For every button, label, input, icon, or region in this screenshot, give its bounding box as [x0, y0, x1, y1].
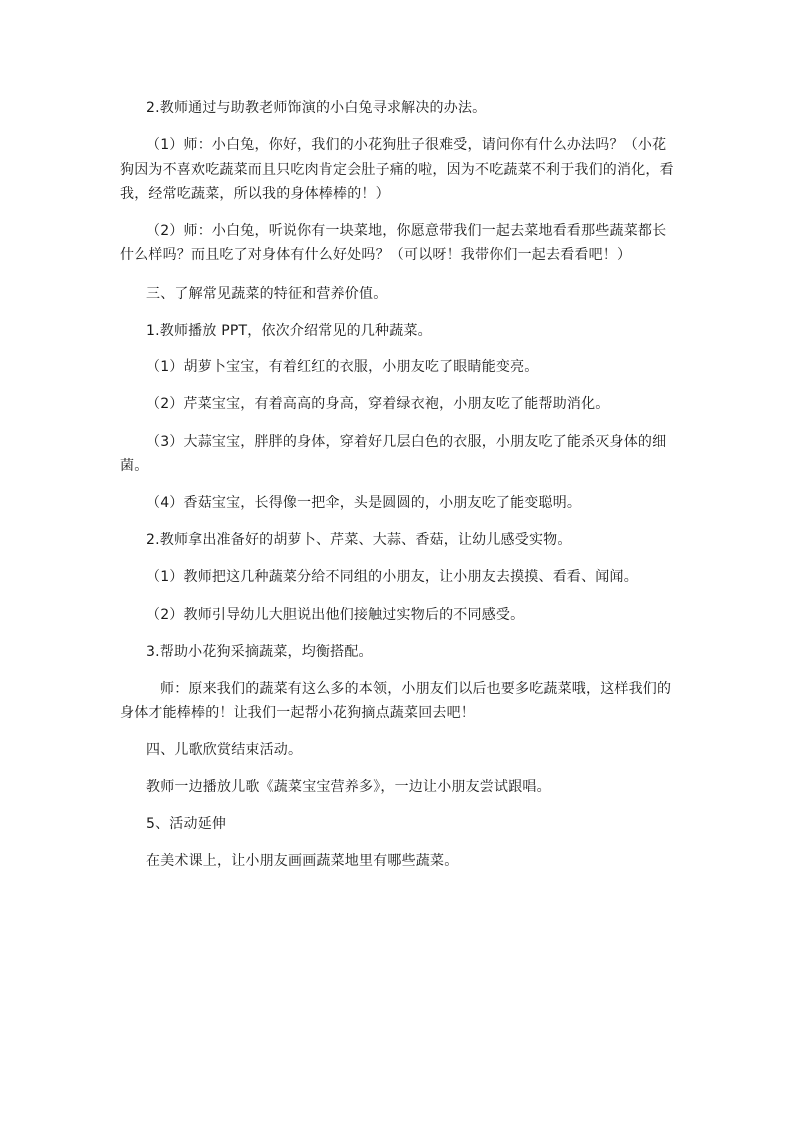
- paragraph-step-1-ppt: 1.教师播放 PPT，依次介绍常见的几种蔬菜。: [146, 323, 432, 339]
- paragraph-dialogue-2-line-1: （2）师：小白兔，听说你有一块菜地，你愿意带我们一起去菜地看看那些蔬菜都长: [146, 223, 667, 239]
- paragraph-dialogue-1-line-3: 我，经常吃蔬菜，所以我的身体棒棒的！）: [120, 186, 390, 202]
- list-item-express: （2）教师引导幼儿大胆说出他们接触过实物后的不同感受。: [146, 607, 525, 623]
- paragraph-teacher-line-1: 师：原来我们的蔬菜有这么多的本领，小朋友们以后也要多吃蔬菜哦，这样我们的: [160, 681, 672, 697]
- section-heading-4: 四、儿歌欣赏结束活动。: [146, 742, 303, 758]
- paragraph-dialogue-1-line-2: 狗因为不喜欢吃蔬菜而且只吃肉肯定会肚子痛的啦，因为不吃蔬菜不利于我们的消化，看: [120, 162, 674, 178]
- list-item-garlic-line-2: 菌。: [120, 458, 149, 474]
- paragraph-dialogue-2-line-2: 什么样吗？而且吃了对身体有什么好处吗？（可以呀！我带你们一起去看看吧！）: [120, 247, 632, 263]
- section-heading-5: 5、活动延伸: [146, 816, 227, 832]
- paragraph-dialogue-1-line-1: （1）师：小白兔，你好，我们的小花狗肚子很难受，请问你有什么办法吗？（小花: [146, 137, 667, 153]
- list-item-distribute: （1）教师把这几种蔬菜分给不同组的小朋友，让小朋友去摸摸、看看、闻闻。: [146, 569, 638, 585]
- paragraph-step-2: 2.教师通过与助教老师饰演的小白兔寻求解决的办法。: [146, 100, 487, 116]
- paragraph-step-3: 3.帮助小花狗采摘蔬菜，均衡搭配。: [146, 644, 373, 660]
- section-heading-3: 三、了解常见蔬菜的特征和营养价值。: [146, 286, 388, 302]
- list-item-garlic-line-1: （3）大蒜宝宝，胖胖的身体，穿着好几层白色的衣服，小朋友吃了能杀灭身体的细: [146, 434, 667, 450]
- list-item-carrot: （1）胡萝卜宝宝，有着红红的衣服，小朋友吃了眼睛能变亮。: [146, 359, 539, 375]
- list-item-mushroom: （4）香菇宝宝，长得像一把伞，头是圆圆的，小朋友吃了能变聪明。: [146, 495, 582, 511]
- list-item-celery: （2）芹菜宝宝，有着高高的身高，穿着绿衣袍，小朋友吃了能帮助消化。: [146, 396, 610, 412]
- paragraph-step-2-real-objects: 2.教师拿出准备好的胡萝卜、芹菜、大蒜、香菇，让幼儿感受实物。: [146, 532, 572, 548]
- paragraph-extension: 在美术课上，让小朋友画画蔬菜地里有哪些蔬菜。: [146, 853, 459, 869]
- paragraph-teacher-line-2: 身体才能棒棒的！让我们一起帮小花狗摘点蔬菜回去吧！: [120, 705, 475, 721]
- paragraph-song: 教师一边播放儿歌《蔬菜宝宝营养多》，一边让小朋友尝试跟唱。: [146, 779, 551, 795]
